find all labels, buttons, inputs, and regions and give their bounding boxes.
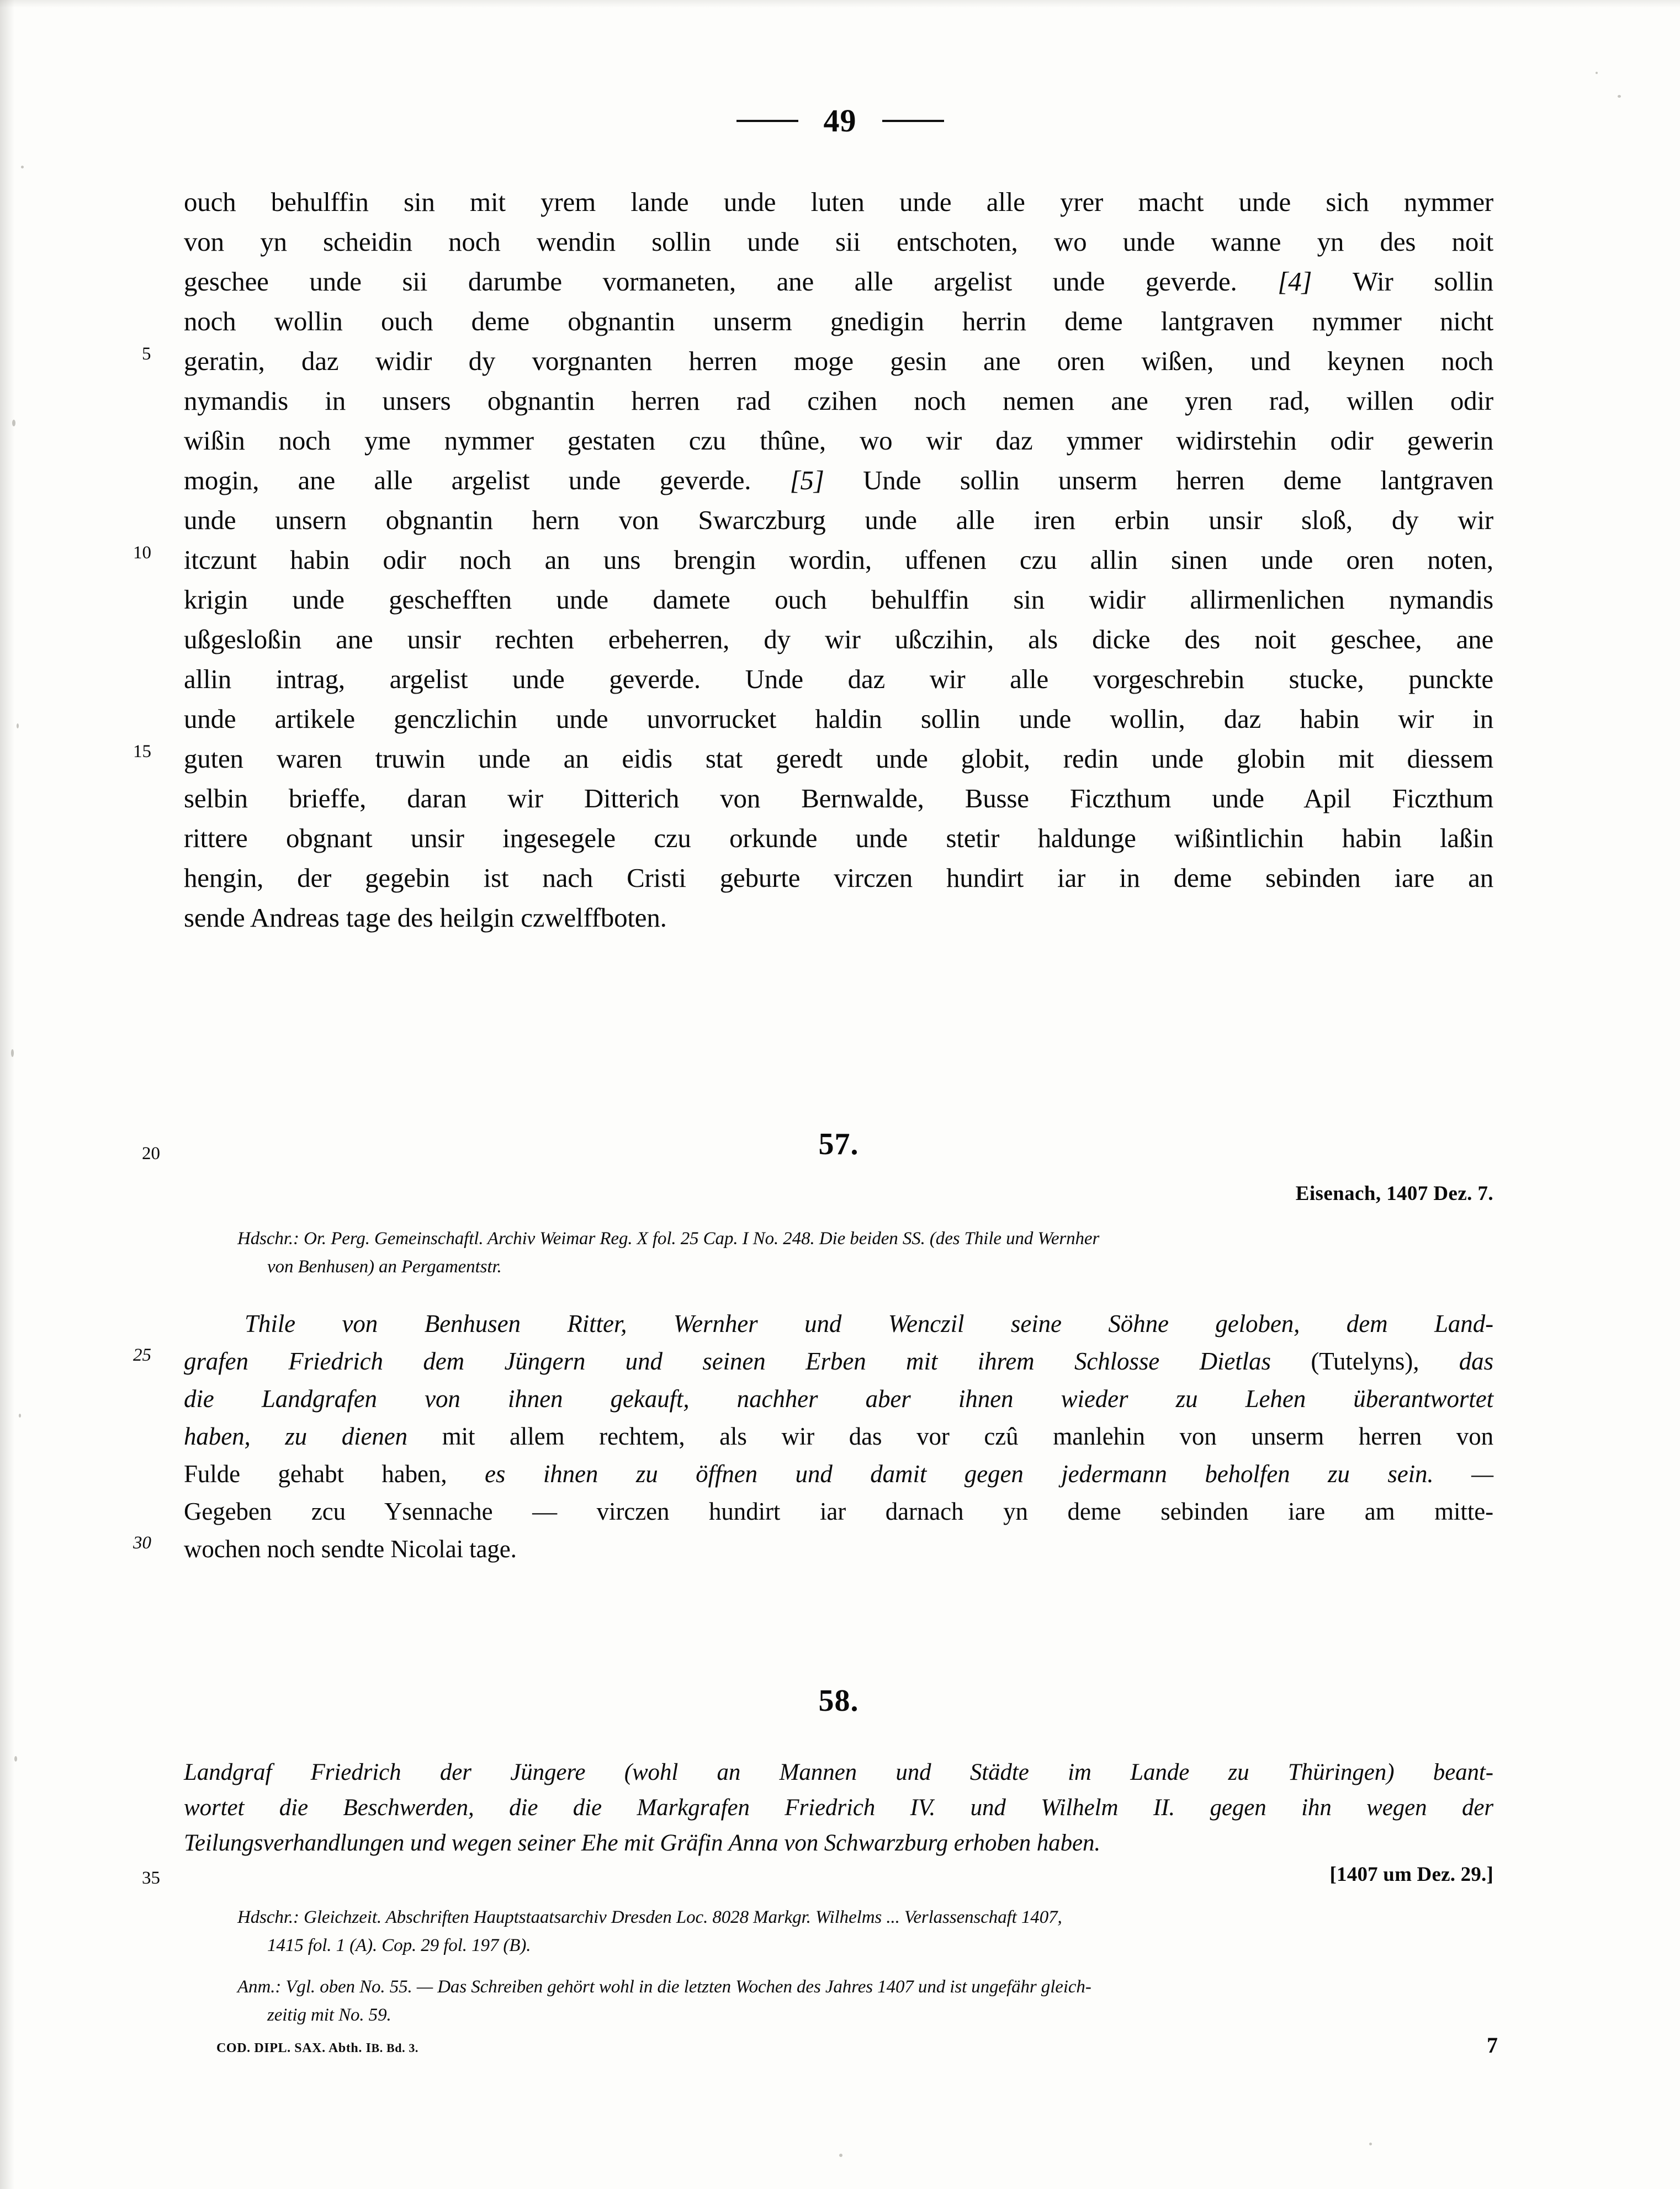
body-line-text: geschee unde sii darumbe vormaneten, ane alle argelist unde geverde. — [184, 266, 1237, 297]
scan-speck — [19, 1414, 21, 1418]
body-line-text: wißin noch yme nymmer gestaten czu thûne, wo wir daz ymmer widirstehin odir gewerin — [184, 425, 1493, 456]
body-line — [133, 540, 1493, 580]
body-line-text: von yn scheidin noch wendin sollin unde sii entschoten, wo unde wanne yn des noit — [184, 226, 1493, 257]
body-line-text: guten waren truwin unde an eidis stat geredt unde globit, redin unde globin mit diessem — [184, 743, 1493, 774]
regest-line — [133, 1342, 1493, 1380]
annotation-note-line: Anm.: Vgl. oben No. 55. — Das Schreiben gehört wohl in die letzten Wochen des Jahres 1407 und ist ungefähr gleich- — [237, 1977, 1091, 1997]
regest-text: Thile von Benhusen Ritter, Wernher und Wenczil seine Söhne geloben, dem Land- — [245, 1310, 1493, 1337]
regest-text: die Landgrafen von ihnen gekauft, nachher aber ihnen wieder zu Lehen überantwortet — [184, 1385, 1493, 1413]
body-line-text: unde artikele genczlichin unde unvorrucket haldin sollin unde wollin, daz habin wir in — [184, 704, 1493, 734]
running-head — [0, 105, 1680, 137]
body-line-text: rittere obgnant unsir ingesegele czu orkunde unde stetir haldunge wißintlichin habin laßin — [184, 823, 1493, 853]
line-number-marker: 5 — [142, 344, 151, 364]
regest-text-roman: Gegeben zcu Ysennache — virczen hundirt iar darnach yn deme sebinden iare am mitte- — [184, 1498, 1493, 1525]
regest-text: es ihnen zu öffnen und damit gegen jedermann beholfen zu sein. — — [485, 1460, 1493, 1488]
regest-text-roman: wochen noch sendte Nicolai tage. — [184, 1535, 517, 1563]
regest-text: Landgraf Friedrich der Jüngere (wohl an Mannen und Städte im Lande zu Thüringen) beant- — [184, 1759, 1493, 1785]
source-note-line: Hdschr.: Gleichzeit. Abschriften Hauptstaatsarchiv Dresden Loc. 8028 Markgr. Wilhelms ... Verlassenschaft 1407, — [237, 1907, 1062, 1927]
scan-edge-shadow — [0, 0, 14, 2189]
body-line-text: krigin unde geschefften unde damete ouch behulffin sin widir allirmenlichen nymandis — [184, 584, 1493, 615]
body-line-text-cont: Unde sollin unserm herren deme lantgraven — [863, 465, 1493, 495]
scan-speck — [11, 1049, 14, 1057]
scan-speck — [1369, 2143, 1372, 2145]
charter-57-source-note — [237, 1225, 1502, 1281]
body-line-text: allin intrag, argelist unde geverde. Unde daz wir alle vorgeschrebin stucke, punckte — [184, 664, 1493, 694]
body-line — [184, 461, 1493, 500]
body-line-text: hengin, der gegebin ist nach Cristi geburte virczen hundirt iar in deme sebinden iare an — [184, 863, 1493, 893]
charter-57-date: Eisenach, 1407 Dez. 7. — [1295, 1182, 1493, 1205]
body-line-text: noch wollin ouch deme obgnantin unserm gnedigin herrin deme lantgraven nymmer nicht — [184, 306, 1493, 336]
line-number-marker: 15 — [133, 742, 151, 762]
body-line-text: ußgesloßin ane unsir rechten erbeherren, dy wir ußczihin, als dicke des noit geschee, ane — [184, 624, 1493, 654]
scan-speck — [17, 723, 19, 728]
scan-speck — [1596, 72, 1598, 74]
regest-line — [184, 1455, 1493, 1493]
line-number-marker-35: 35 — [142, 1868, 160, 1888]
footer-series-label: COD. DIPL. SAX. Abth. I — [216, 2041, 372, 2055]
scan-speck — [14, 1756, 17, 1762]
body-line-text: selbin brieffe, daran wir Ditterich von Bernwalde, Busse Ficzthum unde Apil Ficzthum — [184, 783, 1493, 813]
body-line-text: geratin, daz widir dy vorgnanten herren moge gesin ane oren wißen, und keynen noch — [184, 346, 1493, 376]
regest-text: wortet die Beschwerden, die die Markgrafen Friedrich IV. und Wilhelm II. gegen ihn wegen der — [184, 1795, 1493, 1821]
body-line — [184, 858, 1493, 898]
body-line — [184, 779, 1493, 818]
regest-line — [184, 1418, 1493, 1455]
charter-57-regest — [133, 1305, 1493, 1568]
regest-line — [133, 1530, 1493, 1568]
regest-text-roman: mit allem rechtem, als wir das vor czû manlehin von unserm herren von — [442, 1423, 1493, 1450]
charter-58-annotation-note — [237, 1973, 1507, 2029]
scan-speck — [1618, 95, 1621, 98]
line-number-marker: 25 — [133, 1345, 151, 1365]
regest-text-roman: (Tutelyns) — [1311, 1347, 1413, 1375]
body-line-text: nymandis in unsers obgnantin herren rad czihen noch nemen ane yren rad, willen odir — [184, 385, 1493, 416]
body-line — [184, 421, 1493, 461]
regest-line — [184, 1493, 1493, 1530]
head-rule-left — [736, 120, 798, 122]
body-line — [184, 818, 1493, 858]
charter-57-number: 57. — [818, 1127, 859, 1161]
regest-text: , das — [1413, 1347, 1493, 1375]
body-line — [184, 262, 1493, 302]
footer-signature-number: 7 — [1487, 2033, 1498, 2058]
scan-edge-shadow-top — [0, 0, 1680, 8]
source-note-line: von Benhusen) an Pergamentstr. — [267, 1257, 502, 1277]
section-marker: [4] — [1237, 266, 1353, 297]
body-line — [184, 381, 1493, 421]
body-line-text-cont: Wir sollin — [1352, 266, 1493, 297]
body-line — [184, 222, 1493, 262]
body-line — [142, 341, 1493, 381]
scan-speck — [839, 2154, 842, 2157]
body-line-text: sende Andreas tage des heilgin czwelffboten. — [184, 902, 667, 933]
body-line — [184, 580, 1493, 620]
scan-speck — [21, 166, 24, 168]
regest-text-roman: Fulde gehabt haben, — [184, 1460, 485, 1488]
source-note-line: Hdschr.: Or. Perg. Gemeinschaftl. Archiv Weimar Reg. X fol. 25 Cap. I No. 248. Die beiden SS. (des Thile und Wernher — [237, 1229, 1100, 1249]
body-line — [184, 699, 1493, 739]
regest-text: Teilungsverhandlungen und wegen seiner Ehe mit Gräfin Anna von Schwarzburg erhoben haben. — [184, 1830, 1101, 1856]
body-line — [133, 739, 1493, 779]
charter-58-regest — [184, 1755, 1493, 1861]
regest-line — [184, 1755, 1493, 1790]
page-number: 49 — [823, 103, 857, 139]
body-line — [184, 182, 1493, 222]
regest-text: haben, zu dienen — [184, 1423, 442, 1450]
body-line-text: ouch behulffin sin mit yrem lande unde luten unde alle yrer macht unde sich nymmer — [184, 187, 1493, 217]
charter-58-number: 58. — [818, 1684, 859, 1718]
line-number-marker: 30 — [133, 1533, 151, 1553]
charter-56-continuation-body — [133, 182, 1493, 938]
body-line — [184, 620, 1493, 659]
regest-text: grafen Friedrich dem Jüngern und seinen Erben mit ihrem Schlosse Dietlas — [184, 1347, 1311, 1375]
regest-line — [184, 1380, 1493, 1418]
body-line — [184, 500, 1493, 540]
charter-58-source-note — [237, 1904, 1507, 1960]
annotation-note-line: zeitig mit No. 59. — [267, 2005, 391, 2025]
line-number-marker-20: 20 — [142, 1144, 160, 1164]
line-number-marker: 10 — [133, 543, 151, 563]
regest-line — [184, 1826, 1493, 1861]
body-line — [184, 898, 1493, 938]
body-line-text: itczunt habin odir noch an uns brengin wordin, uffenen czu allin sinen unde oren noten, — [184, 544, 1493, 575]
footer-series-signature — [216, 2039, 418, 2056]
regest-line — [184, 1305, 1493, 1342]
body-line-text: mogin, ane alle argelist unde geverde. — [184, 465, 751, 495]
charter-58-date: [1407 um Dez. 29.] — [1329, 1863, 1493, 1886]
head-rule-right — [882, 120, 944, 122]
body-line-text: unde unsern obgnantin hern von Swarczburg unde alle iren erbin unsir sloß, dy wir — [184, 505, 1493, 535]
body-line — [184, 659, 1493, 699]
body-line — [184, 302, 1493, 341]
section-marker: [5] — [751, 465, 863, 495]
scan-speck — [12, 420, 15, 426]
footer-series-tail: B. Bd. 3. — [371, 2041, 419, 2055]
source-note-line: 1415 fol. 1 (A). Cop. 29 fol. 197 (B). — [267, 1936, 531, 1955]
regest-line — [184, 1790, 1493, 1826]
